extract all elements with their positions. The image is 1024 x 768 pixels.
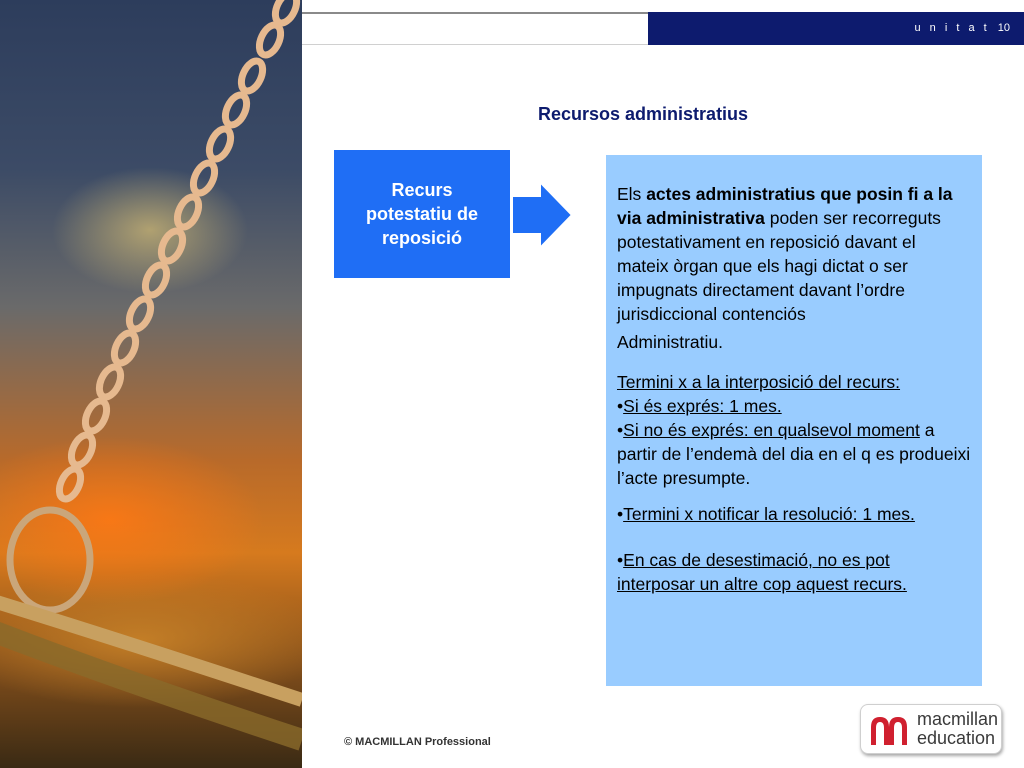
unit-indicator — [914, 22, 1010, 34]
intro-text-2: poden ser recorreguts potestativament en reposició davant el mateix òrgan que els hagi dictat o ser impugnats directament davant l’ordre jurisdiccional contenciós — [617, 208, 941, 324]
recurs-label-box — [334, 150, 510, 278]
recurs-label-line-2: potestatiu de — [365, 204, 478, 224]
recurs-label-line-3: reposició — [381, 228, 463, 248]
intro-paragraph — [617, 182, 972, 326]
dismiss-note: En cas de desestimació, no es pot interposar un altre cop aquest recurs. — [617, 550, 907, 594]
bullet: • — [617, 550, 624, 570]
dismiss-note-item — [617, 548, 972, 596]
bullet: • — [617, 504, 624, 524]
notify-deadline-item — [617, 502, 972, 526]
deadline-not-express-rest: a partir de l’endemà del dia en el q es produeixi l’acte presumpte. — [617, 420, 971, 488]
scale-chain-photo — [0, 0, 302, 768]
intro-text-0: Els — [617, 184, 647, 204]
logo-wordmark — [917, 710, 998, 748]
logo-line-1: macmillan — [917, 709, 999, 729]
bullet: • — [617, 396, 624, 416]
footer-copyright: © MACMILLAN Professional — [344, 736, 491, 748]
logo-line-2: education — [917, 728, 996, 748]
deadline-heading: Termini x a la interposició del recurs: — [617, 372, 901, 392]
unit-number: 10 — [997, 22, 1010, 34]
deadline-not-express-underlined: Si no és exprés: en qualsevol moment — [623, 420, 920, 440]
intro-text-bold: actes administratius que posin fi a la via administrativa — [617, 184, 953, 228]
macmillan-logo — [860, 704, 1002, 754]
unit-label: u n i t a t — [914, 22, 990, 34]
header-band — [648, 12, 1024, 45]
deadline-not-express-item — [617, 418, 972, 490]
macmillan-logo-icon — [869, 713, 911, 747]
notify-deadline: Termini x notificar la resolució: 1 mes. — [623, 504, 915, 524]
chain-graphic — [0, 0, 302, 768]
recurs-label-line-1: Recurs — [391, 180, 453, 200]
page-title: Recursos administratius — [538, 104, 749, 124]
right-arrow-icon — [512, 182, 574, 248]
header-rule — [302, 12, 648, 45]
bullet: • — [617, 420, 624, 440]
info-panel — [606, 155, 982, 686]
deadline-express: Si és exprés: 1 mes. — [623, 396, 782, 416]
deadline-express-item — [617, 394, 972, 418]
intro-last-line: Administratiu. — [617, 332, 724, 352]
